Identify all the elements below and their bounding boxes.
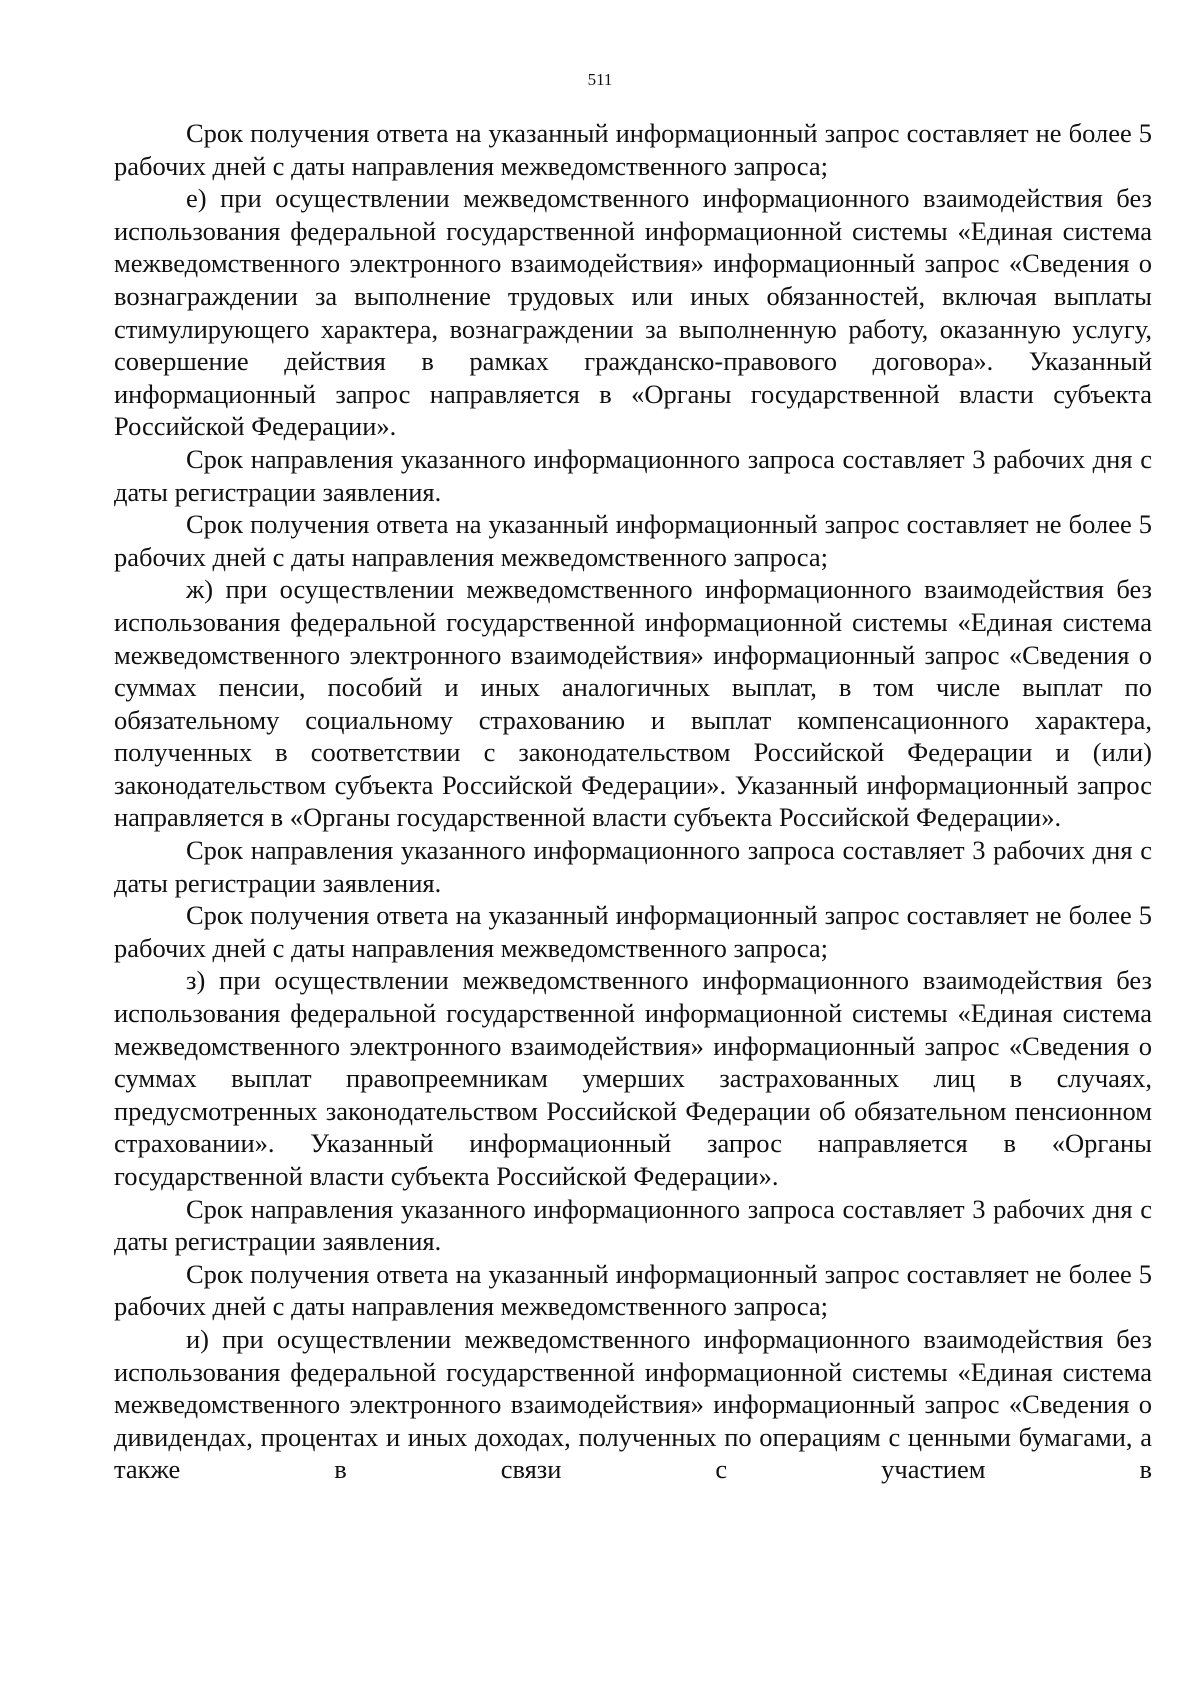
paragraph: ж) при осуществлении межведомственного информационного взаимодействия без использования федеральной государственной информационной системы «Единая система межведомственного электронного взаимодействия» информационный запрос «Сведения о суммах пенсии, пособий и иных аналогичных выплат, в том числе выплат по обязательному социальному страхованию и выплат компенсационного характера, полученных в соответствии с законодательством Российской Федерации и (или) законодательством субъекта Российской Федерации». Указанный информационный запрос направляется в «Органы государственной власти субъекта Российской Федерации». xyxy=(114,574,1152,833)
paragraph: Срок получения ответа на указанный информационный запрос составляет не более 5 рабочих дней с даты направления межведомственного запроса; xyxy=(114,1258,1152,1322)
paragraph-continued: и) при осуществлении межведомственного информационного взаимодействия без использования федеральной государственной информационной системы «Единая система межведомственного электронного взаимодействия» информационный запрос «Сведения о дивидендах, процентах и иных доходах, полученных по операциям с ценными бумагами, а также в связи с участием в xyxy=(114,1323,1152,1485)
paragraph: Срок направления указанного информационного запроса составляет 3 рабочих дня с даты регистрации заявления. xyxy=(114,1193,1152,1257)
paragraph: з) при осуществлении межведомственного информационного взаимодействия без использования федеральной государственной информационной системы «Единая система межведомственного электронного взаимодействия» информационный запрос «Сведения о суммах выплат правопреемникам умерших застрахованных лиц в случаях, предусмотренных законодательством Российской Федерации об обязательном пенсионном страховании». Указанный информационный запрос направляется в «Органы государственной власти субъекта Российской Федерации». xyxy=(114,965,1152,1191)
paragraph: Срок получения ответа на указанный информационный запрос составляет не более 5 рабочих дней с даты направления межведомственного запроса; xyxy=(114,509,1152,572)
page-number: 511 xyxy=(587,70,613,89)
paragraph: Срок получения ответа на указанный информационный запрос составляет не более 5 рабочих дней с даты направления межведомственного запроса; xyxy=(114,118,1152,181)
paragraph: е) при осуществлении межведомственного информационного взаимодействия без использования федеральной государственной информационной системы «Единая система межведомственного электронного взаимодействия» информационный запрос «Сведения о вознаграждении за выполнение трудовых или иных обязанностей, включая выплаты стимулирующего характера, вознаграждении за выполненную работу, оказанную услугу, совершение действия в рамках гражданско-правового договора». Указанный информационный запрос направляется в «Органы государственной власти субъекта Российской Федерации». xyxy=(114,183,1152,442)
paragraph: Срок направления указанного информационного запроса составляет 3 рабочих дня с даты регистрации заявления. xyxy=(114,443,1152,507)
document-body xyxy=(114,117,1152,1486)
paragraph: Срок направления указанного информационного запроса составляет 3 рабочих дня с даты регистрации заявления. xyxy=(114,835,1152,898)
paragraph: Срок получения ответа на указанный информационный запрос составляет не более 5 рабочих дней с даты направления межведомственного запроса; xyxy=(114,900,1152,963)
